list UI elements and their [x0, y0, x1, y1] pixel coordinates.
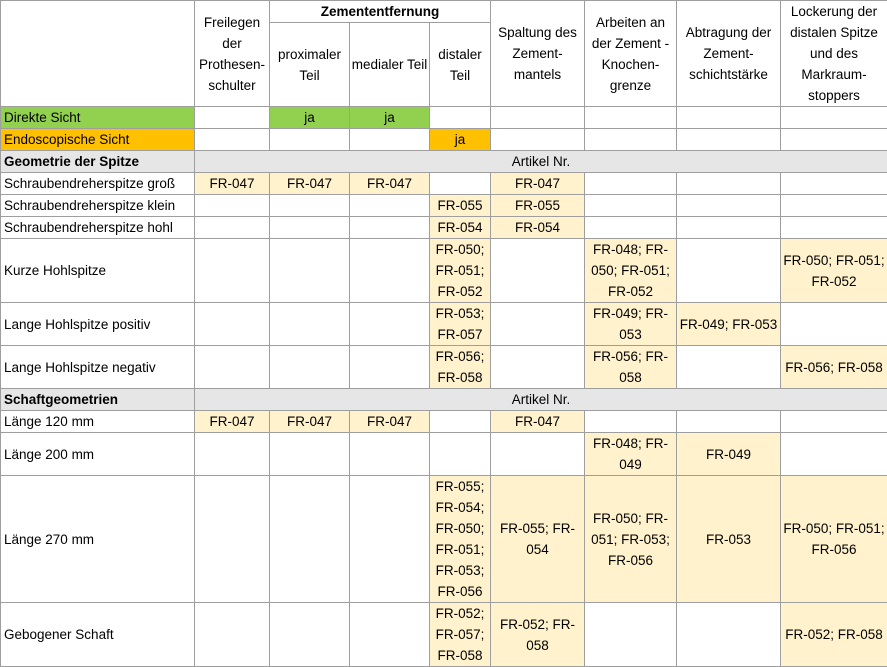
- table-cell: [195, 433, 270, 476]
- row-label: Kurze Hohlspitze: [1, 239, 195, 303]
- table-cell: FR-053: [677, 476, 781, 603]
- table-cell: [350, 195, 430, 217]
- header-empty-cell: [1, 1, 195, 107]
- table-cell: [195, 239, 270, 303]
- row-label-endoscopic-sight: Endoscopische Sicht: [1, 129, 195, 151]
- table-row: [1, 129, 887, 151]
- table-cell: [585, 195, 677, 217]
- table-row: [1, 173, 887, 195]
- header-proximal: proximaler Teil: [270, 23, 350, 107]
- table-cell: [195, 346, 270, 389]
- row-label: Schraubendreherspitze hohl: [1, 217, 195, 239]
- table-cell: FR-047: [491, 173, 585, 195]
- table-cell: [491, 346, 585, 389]
- table-cell: [781, 195, 887, 217]
- table-cell: ja: [270, 107, 350, 129]
- table-cell: [270, 346, 350, 389]
- table-cell: [195, 195, 270, 217]
- header-distal: distaler Teil: [430, 23, 491, 107]
- table-cell: [270, 433, 350, 476]
- table-cell: FR-050; FR-051; FR-052: [781, 239, 887, 303]
- table-cell: [677, 239, 781, 303]
- table-cell: [677, 107, 781, 129]
- table-cell: [195, 107, 270, 129]
- table-cell: ja: [350, 107, 430, 129]
- header-medial: medialer Teil: [350, 23, 430, 107]
- table-cell: [350, 217, 430, 239]
- table-cell: FR-047: [195, 173, 270, 195]
- table-cell: FR-055: [430, 195, 491, 217]
- table-row: [1, 195, 887, 217]
- table-cell: FR-056; FR-058: [781, 346, 887, 389]
- table-cell: [677, 411, 781, 433]
- table-cell: FR-053; FR-057: [430, 303, 491, 346]
- table-cell: [350, 239, 430, 303]
- table-row: [1, 303, 887, 346]
- table-cell: [781, 173, 887, 195]
- table-cell: [430, 173, 491, 195]
- table-cell: ja: [430, 129, 491, 151]
- row-label: Lange Hohlspitze positiv: [1, 303, 195, 346]
- table-cell: FR-055; FR-054: [491, 476, 585, 603]
- table-cell: [270, 195, 350, 217]
- table-cell: [430, 433, 491, 476]
- table-cell: FR-050; FR-051; FR-052: [430, 239, 491, 303]
- table-cell: FR-055: [491, 195, 585, 217]
- table-cell: [677, 346, 781, 389]
- table-cell: [195, 476, 270, 603]
- table-cell: [491, 107, 585, 129]
- table-cell: FR-047: [195, 411, 270, 433]
- table-cell: [781, 303, 887, 346]
- row-label: Länge 120 mm: [1, 411, 195, 433]
- table-cell: [781, 217, 887, 239]
- table-cell: FR-050; FR-051; FR-053; FR-056: [585, 476, 677, 603]
- table-cell: [585, 107, 677, 129]
- table-cell: [270, 476, 350, 603]
- table-cell: [677, 217, 781, 239]
- table-cell: [350, 303, 430, 346]
- table-cell: [677, 195, 781, 217]
- table-cell: [781, 411, 887, 433]
- table-cell: [491, 303, 585, 346]
- table-cell: [491, 433, 585, 476]
- table-cell: [350, 433, 430, 476]
- header-group-zemententfernung: Zemententfernung: [270, 1, 491, 23]
- table-cell: FR-049: [677, 433, 781, 476]
- section-artikel-label: Artikel Nr.: [195, 389, 887, 411]
- table-row: [1, 217, 887, 239]
- table-row: [1, 603, 887, 667]
- table-cell: [195, 303, 270, 346]
- table-cell: FR-047: [350, 173, 430, 195]
- table-cell: [195, 603, 270, 667]
- table-row: [1, 239, 887, 303]
- table-row: [1, 411, 887, 433]
- table-cell: FR-055; FR-054; FR-050; FR-051; FR-053; FR-056: [430, 476, 491, 603]
- table-cell: [677, 129, 781, 151]
- table-cell: FR-049; FR-053: [677, 303, 781, 346]
- table-cell: FR-056; FR-058: [430, 346, 491, 389]
- table-cell: FR-047: [491, 411, 585, 433]
- table-cell: [350, 129, 430, 151]
- table-cell: [781, 107, 887, 129]
- table-cell: [430, 411, 491, 433]
- row-label-direct-sight: Direkte Sicht: [1, 107, 195, 129]
- table-cell: FR-047: [270, 173, 350, 195]
- section-title-schaftgeometrien: Schaftgeometrien: [1, 389, 195, 411]
- table-cell: [585, 129, 677, 151]
- table-cell: FR-048; FR-049: [585, 433, 677, 476]
- table-cell: [491, 129, 585, 151]
- table-cell: [781, 129, 887, 151]
- table-cell: [270, 129, 350, 151]
- table-cell: [585, 217, 677, 239]
- table-cell: [350, 603, 430, 667]
- table-cell: FR-050; FR-051; FR-056: [781, 476, 887, 603]
- table-cell: [585, 173, 677, 195]
- table-row: [1, 476, 887, 603]
- table-row: [1, 433, 887, 476]
- table-cell: FR-047: [270, 411, 350, 433]
- table-row: [1, 107, 887, 129]
- table-cell: FR-052; FR-058: [781, 603, 887, 667]
- table-cell: [677, 173, 781, 195]
- table-cell: [781, 433, 887, 476]
- table-cell: [677, 603, 781, 667]
- table-cell: [270, 239, 350, 303]
- table-cell: FR-052; FR-057; FR-058: [430, 603, 491, 667]
- table-cell: [430, 107, 491, 129]
- row-label: Gebogener Schaft: [1, 603, 195, 667]
- table-cell: FR-054: [430, 217, 491, 239]
- section-artikel-label: Artikel Nr.: [195, 151, 887, 173]
- row-label: Länge 200 mm: [1, 433, 195, 476]
- table-row: [1, 346, 887, 389]
- table-cell: [270, 217, 350, 239]
- table-cell: [195, 217, 270, 239]
- table-cell: [585, 603, 677, 667]
- table-cell: [585, 411, 677, 433]
- table-cell: FR-047: [350, 411, 430, 433]
- row-label: Länge 270 mm: [1, 476, 195, 603]
- section-title-geometrie: Geometrie der Spitze: [1, 151, 195, 173]
- table-cell: FR-056; FR-058: [585, 346, 677, 389]
- table-cell: [350, 476, 430, 603]
- row-label: Lange Hohlspitze negativ: [1, 346, 195, 389]
- table-cell: FR-049; FR-053: [585, 303, 677, 346]
- table-cell: [491, 239, 585, 303]
- table-cell: [270, 303, 350, 346]
- header-arbeiten: Arbeiten an der Zement - Knochen-grenze: [585, 1, 677, 107]
- header-abtragung: Abtragung der Zement-schichtstärke: [677, 1, 781, 107]
- table-cell: FR-054: [491, 217, 585, 239]
- header-spaltung: Spaltung des Zement-mantels: [491, 1, 585, 107]
- table-cell: FR-052; FR-058: [491, 603, 585, 667]
- table-cell: [195, 129, 270, 151]
- row-label: Schraubendreherspitze groß: [1, 173, 195, 195]
- table-cell: [350, 346, 430, 389]
- section-header-row: [1, 151, 887, 173]
- section-header-row: [1, 389, 887, 411]
- header-lockerung: Lockerung der distalen Spitze und des Markraum-stoppers: [781, 1, 887, 107]
- table-cell: FR-048; FR-050; FR-051; FR-052: [585, 239, 677, 303]
- table-cell: [270, 603, 350, 667]
- header-freilegen: Freilegen der Prothesen-schulter: [195, 1, 270, 107]
- row-label: Schraubendreherspitze klein: [1, 195, 195, 217]
